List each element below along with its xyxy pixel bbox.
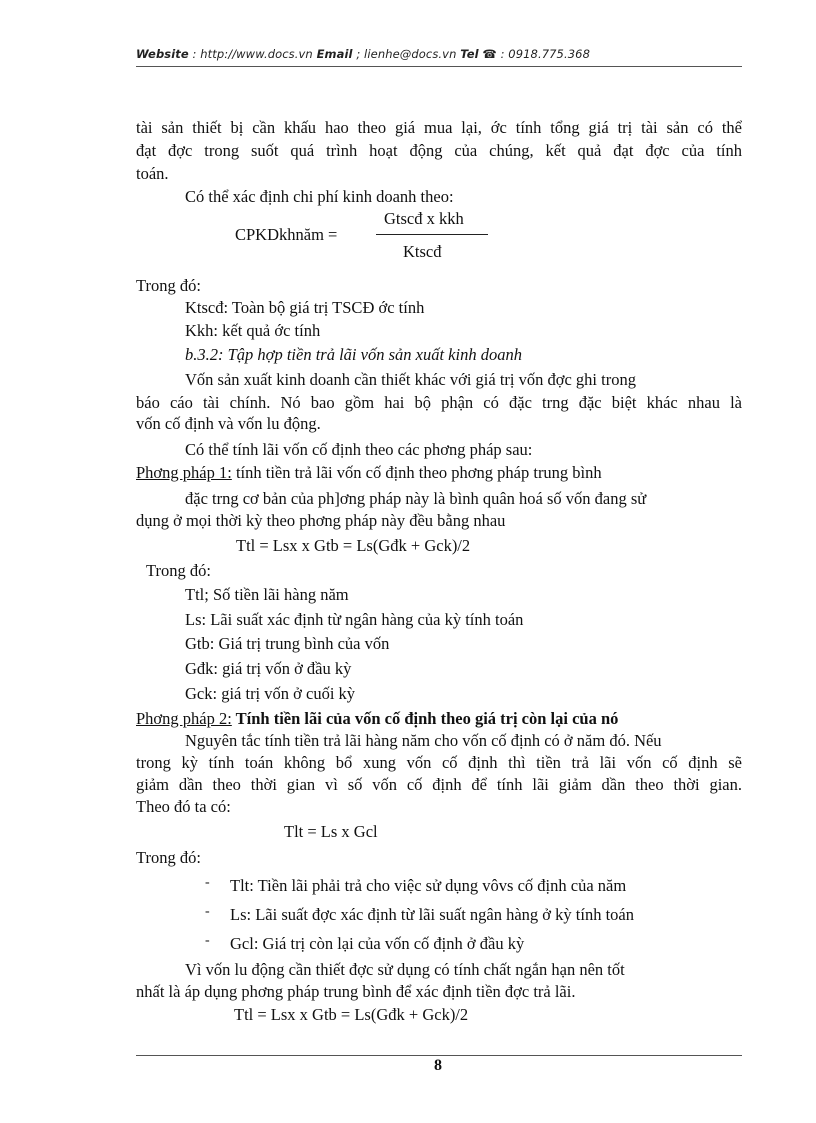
paragraph-line: Vì vốn lu động cần thiết đợc sử dụng có tính chất ngắn hạn nên tốt	[185, 960, 625, 979]
definition-line: Ttl; Số tiền lãi hàng năm	[185, 585, 349, 604]
definition-line: Kkh: kết quả ớc tính	[185, 321, 321, 340]
definition-line: Gđk: giá trị vốn ở đầu kỳ	[185, 659, 352, 678]
method-1-text: tính tiền trả lãi vốn cố định theo phơng pháp trung bình	[231, 463, 602, 482]
definition-line: Gck: giá trị vốn ở cuối kỳ	[185, 684, 356, 703]
footer-divider	[136, 1055, 742, 1056]
paragraph-line: giảm dần theo thời gian vì số vốn cố định để tính lãi giảm dần theo thời gian.	[136, 775, 742, 794]
bullet-marker: -	[205, 933, 210, 948]
bullet-marker: -	[205, 875, 210, 890]
definition-line: Gtb: Giá trị trung bình của vốn	[185, 634, 390, 653]
definition-line: Ktscđ: Toàn bộ giá trị TSCĐ ớc tính	[185, 298, 425, 317]
paragraph-line: đạt đợc trong suốt quá trình hoạt động của chúng, kết quả đạt đợc của tính	[136, 141, 742, 160]
paragraph-line: Theo đó ta có:	[136, 797, 231, 816]
paragraph-line: Nguyên tắc tính tiền trả lãi hàng năm cho vốn cố định có ở năm đó. Nếu	[185, 731, 662, 750]
email-label: Email	[316, 47, 353, 61]
paragraph-line: tài sản thiết bị cần khấu hao theo giá mua lại, ớc tính tổng giá trị tài sản có thể	[136, 118, 742, 137]
method-2-label: Phơng pháp 2:	[136, 709, 232, 728]
paragraph-line: vốn cố định và vốn lu động.	[136, 414, 321, 433]
paragraph-line: Có thể xác định chi phí kinh doanh theo:	[185, 187, 454, 206]
paragraph-line: báo cáo tài chính. Nó bao gồm hai bộ phận có đặc trng đặc biệt khác nhau là	[136, 393, 742, 412]
method-1-line	[136, 463, 602, 483]
page-number: 8	[434, 1057, 442, 1074]
trong-do-label: Trong đó:	[136, 848, 201, 867]
paragraph-line: Có thể tính lãi vốn cố định theo các phơng pháp sau:	[185, 440, 533, 459]
formula-line: Ttl = Lsx x Gtb = Ls(Gđk + Gck)/2	[234, 1005, 469, 1024]
bullet-item: Tlt: Tiền lãi phải trả cho việc sử dụng vôvs cố định của năm	[230, 876, 627, 895]
paragraph-line: nhất là áp dụng phơng pháp trung bình để xác định tiền đợc trả lãi.	[136, 982, 576, 1001]
email-address: ; lienhe@docs.vn	[352, 47, 461, 61]
definition-line: Ls: Lãi suất xác định từ ngân hàng của kỳ tính toán	[185, 610, 524, 629]
website-url: : http://www.docs.vn	[188, 47, 317, 61]
tel-number: ☎ : 0918.775.368	[478, 47, 590, 61]
header-divider	[136, 66, 742, 67]
trong-do-label: Trong đó:	[146, 561, 211, 580]
fraction-bar	[376, 234, 488, 235]
paragraph-line: đặc trng cơ bản của ph]ơng pháp này là bình quân hoá số vốn đang sử	[185, 489, 647, 508]
paragraph-line: dụng ở mọi thời kỳ theo phơng pháp này đều bằng nhau	[136, 511, 506, 530]
page-header	[136, 47, 742, 61]
bullet-item: Ls: Lãi suất đợc xác định từ lãi suất ngân hàng ở kỳ tính toán	[230, 905, 634, 924]
method-2-line	[136, 709, 618, 729]
website-label: Website	[136, 47, 189, 61]
method-1-label: Phơng pháp 1:	[136, 463, 232, 482]
section-heading: b.3.2: Tập hợp tiền trả lãi vốn sản xuất kinh doanh	[185, 345, 522, 364]
formula-line: Ttl = Lsx x Gtb = Ls(Gđk + Gck)/2	[236, 536, 471, 555]
tel-label: Tel	[460, 47, 479, 61]
formula-line: Tlt = Ls x Gcl	[284, 822, 378, 841]
paragraph-line: trong kỳ tính toán không bổ xung vốn cố định thì tiền trả lãi vốn cố định sẽ	[136, 753, 742, 772]
paragraph-line: toán.	[136, 164, 169, 183]
method-2-text: Tính tiền lãi của vốn cố định theo giá trị còn lại của nó	[231, 709, 619, 728]
bullet-item: Gcl: Giá trị còn lại của vốn cố định ở đầu kỳ	[230, 934, 525, 953]
formula-numerator: Gtscđ x kkh	[384, 209, 464, 228]
paragraph-line: Vốn sản xuất kinh doanh cần thiết khác với giá trị vốn đợc ghi trong	[185, 370, 636, 389]
formula-denominator: Ktscđ	[403, 242, 442, 261]
bullet-marker: -	[205, 904, 210, 919]
trong-do-label: Trong đó:	[136, 276, 201, 295]
formula-lhs: CPKDkhnăm =	[235, 225, 338, 244]
